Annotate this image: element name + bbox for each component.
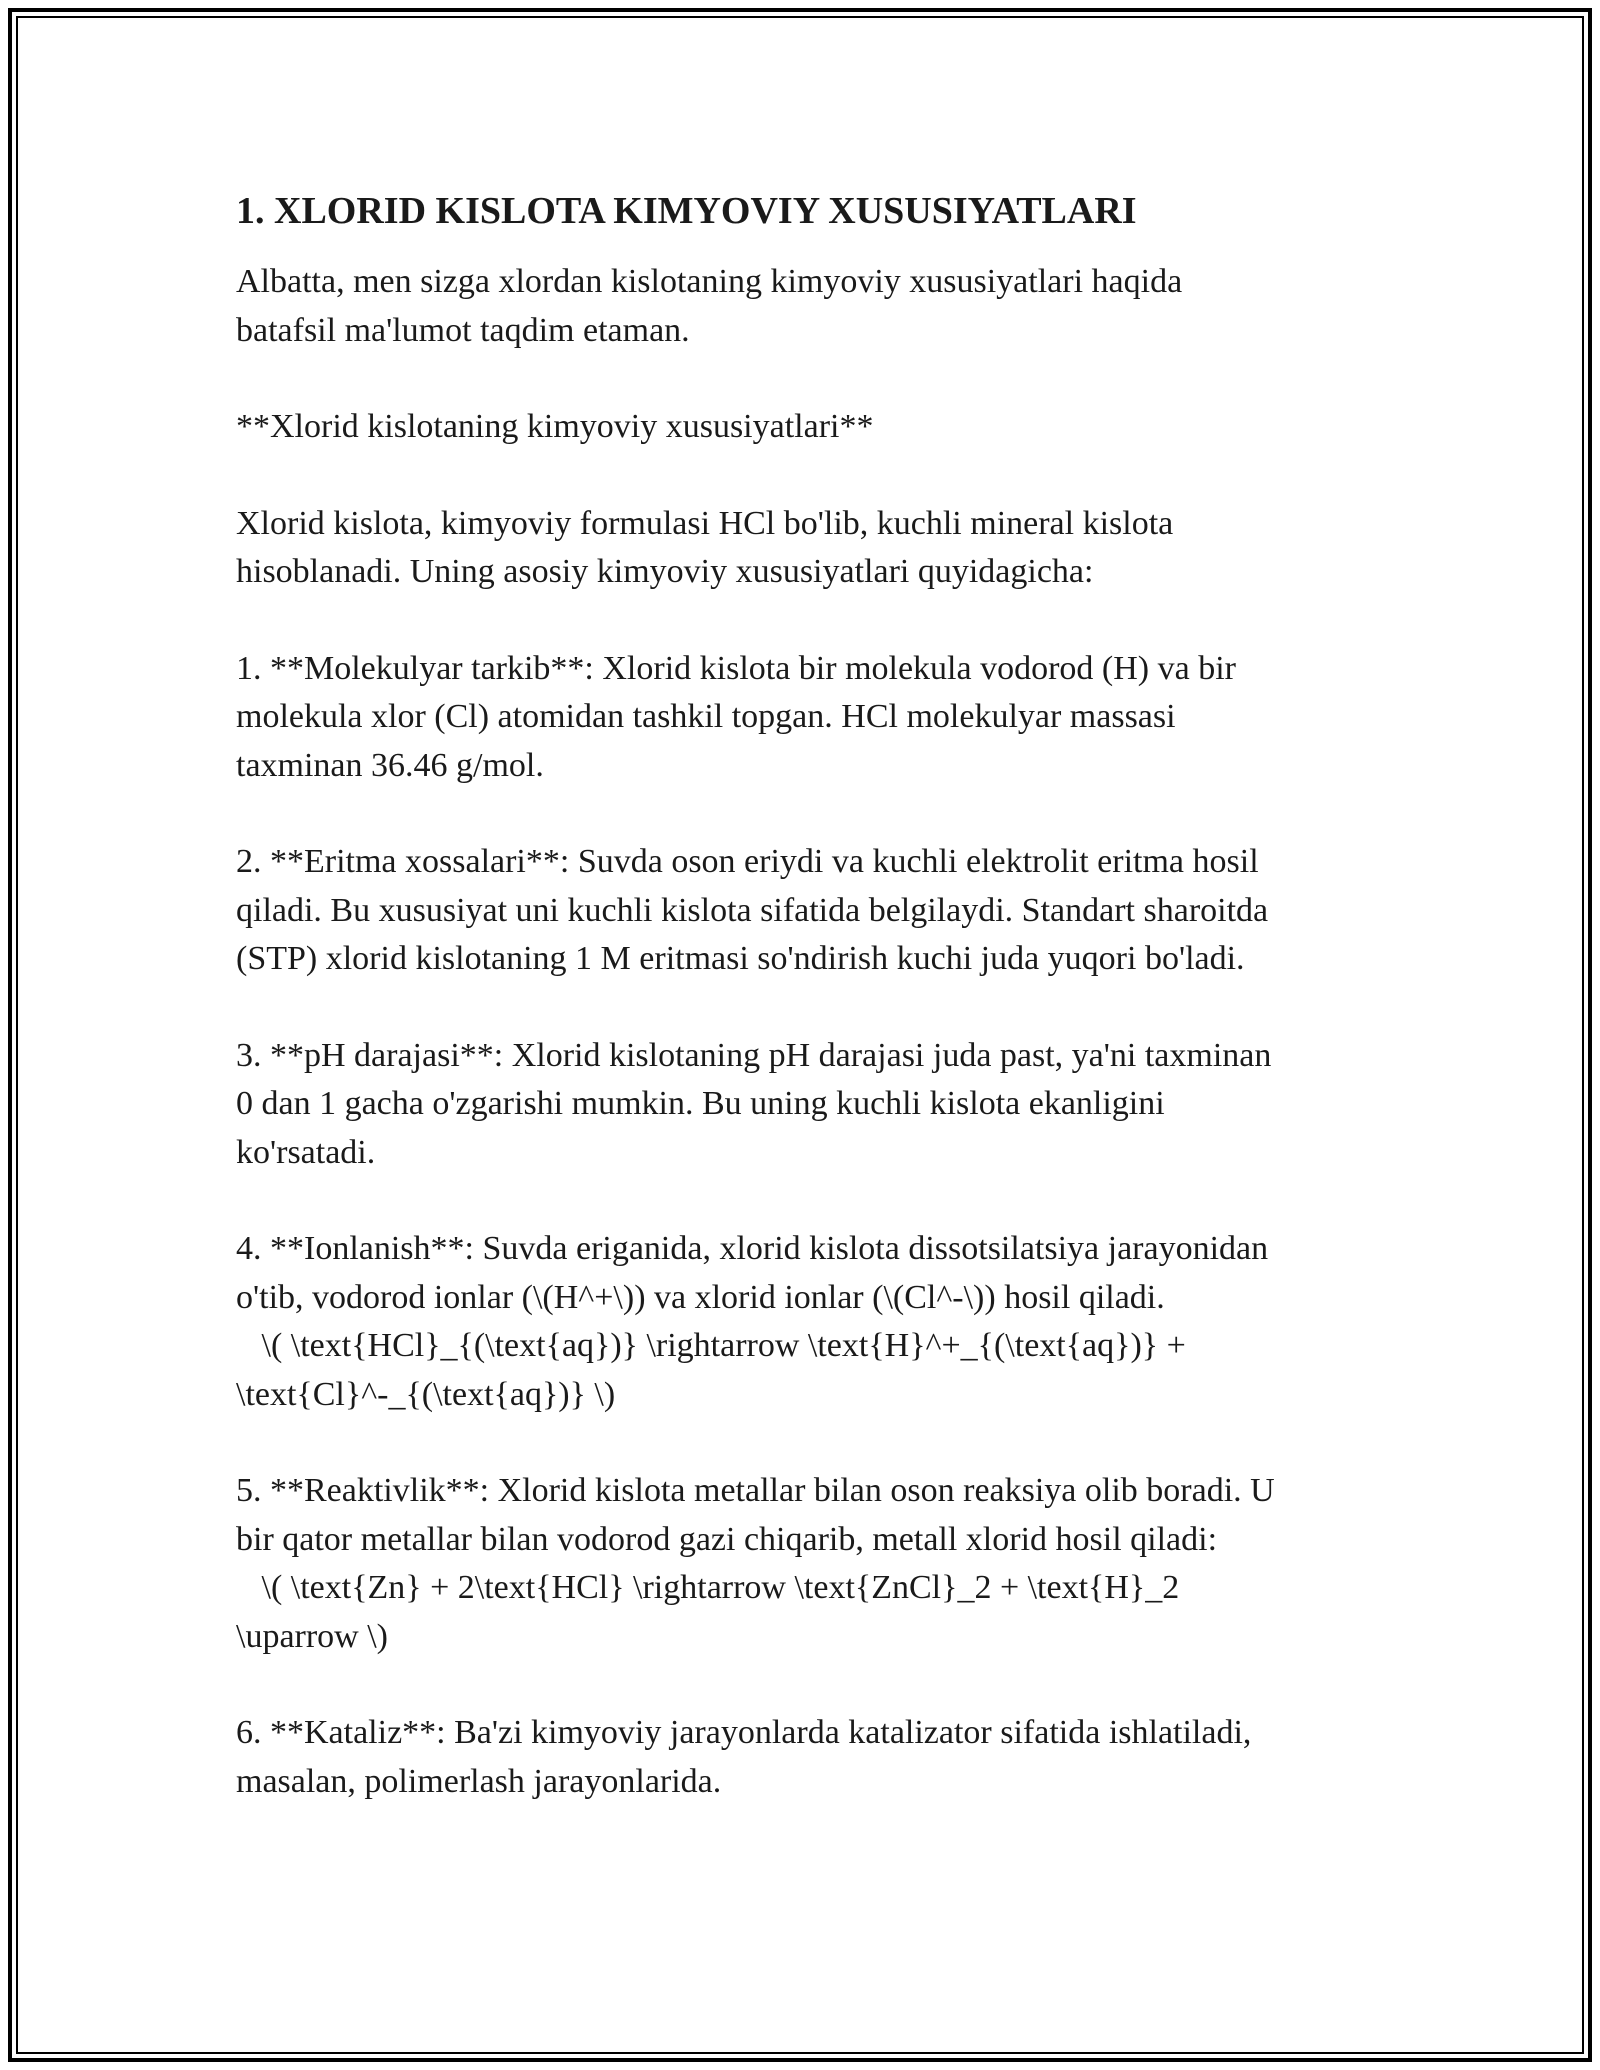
list-item-catalysis: 6. **Kataliz**: Ba'zi kimyoviy jarayonlarda katalizator sifatida ishlatiladi, masalan, polimerlash jarayonlarida. (236, 1714, 1252, 1800)
list-item-reactivity: 5. **Reaktivlik**: Xlorid kislota metallar bilan oson reaksiya olib boradi. U bir qator metallar bilan vodorod gazi chiqarib, metall xlorid hosil qiladi: \( \text{Zn} + 2\text{HCl} \rightarrow \text{ZnCl}_2 + \text{H}_2 \uparrow \) (236, 1472, 1275, 1655)
list-item-molecular-composition: 1. **Molekulyar tarkib**: Xlorid kislota bir molekula vodorod (H) va bir molekula xlor (Cl) atomidan tashkil topgan. HCl molekulyar massasi taxminan 36.46 g/mol. (236, 649, 1236, 784)
intro-paragraph: Albatta, men sizga xlordan kislotaning kimyoviy xususiyatlari haqida batafsil ma'lumot taqdim etaman. (236, 263, 1183, 349)
list-item-ph-level: 3. **pH darajasi**: Xlorid kislotaning pH darajasi juda past, ya'ni taxminan 0 dan 1 gacha o'zgarishi mumkin. Bu uning kuchli kislota ekanligini ko'rsatadi. (236, 1036, 1272, 1171)
document-body (236, 186, 1366, 1854)
document-title: 1. XLORID KISLOTA KIMYOVIY XUSUSIYATLARI (236, 190, 1137, 232)
list-item-solution-properties: 2. **Eritma xossalari**: Suvda oson eriydi va kuchli elektrolit eritma hosil qiladi. Bu xususiyat uni kuchli kislota sifatida belgilaydi. Standart sharoitda (STP) xlorid kislotaning 1 M eritmasi so'ndirish kuchi juda yuqori bo'ladi. (236, 843, 1269, 977)
overview-paragraph: Xlorid kislota, kimyoviy formulasi HCl bo'lib, kuchli mineral kislota hisoblanadi. Uning asosiy kimyoviy xususiyatlari quyidagicha: (236, 504, 1174, 590)
section-heading: **Xlorid kislotaning kimyoviy xususiyatlari** (236, 408, 874, 445)
list-item-ionization: 4. **Ionlanish**: Suvda eriganida, xlorid kislota dissotsilatsiya jarayonidan o'tib, vodorod ionlar (\(H^+\)) va xlorid ionlar (\(Cl^-\)) hosil qiladi. \( \text{HCl}_{(\text{aq})} \rightarrow \text{H}^+_{(\text{aq})} + \text{Cl}^-_{(\text{aq})} \) (236, 1230, 1269, 1413)
